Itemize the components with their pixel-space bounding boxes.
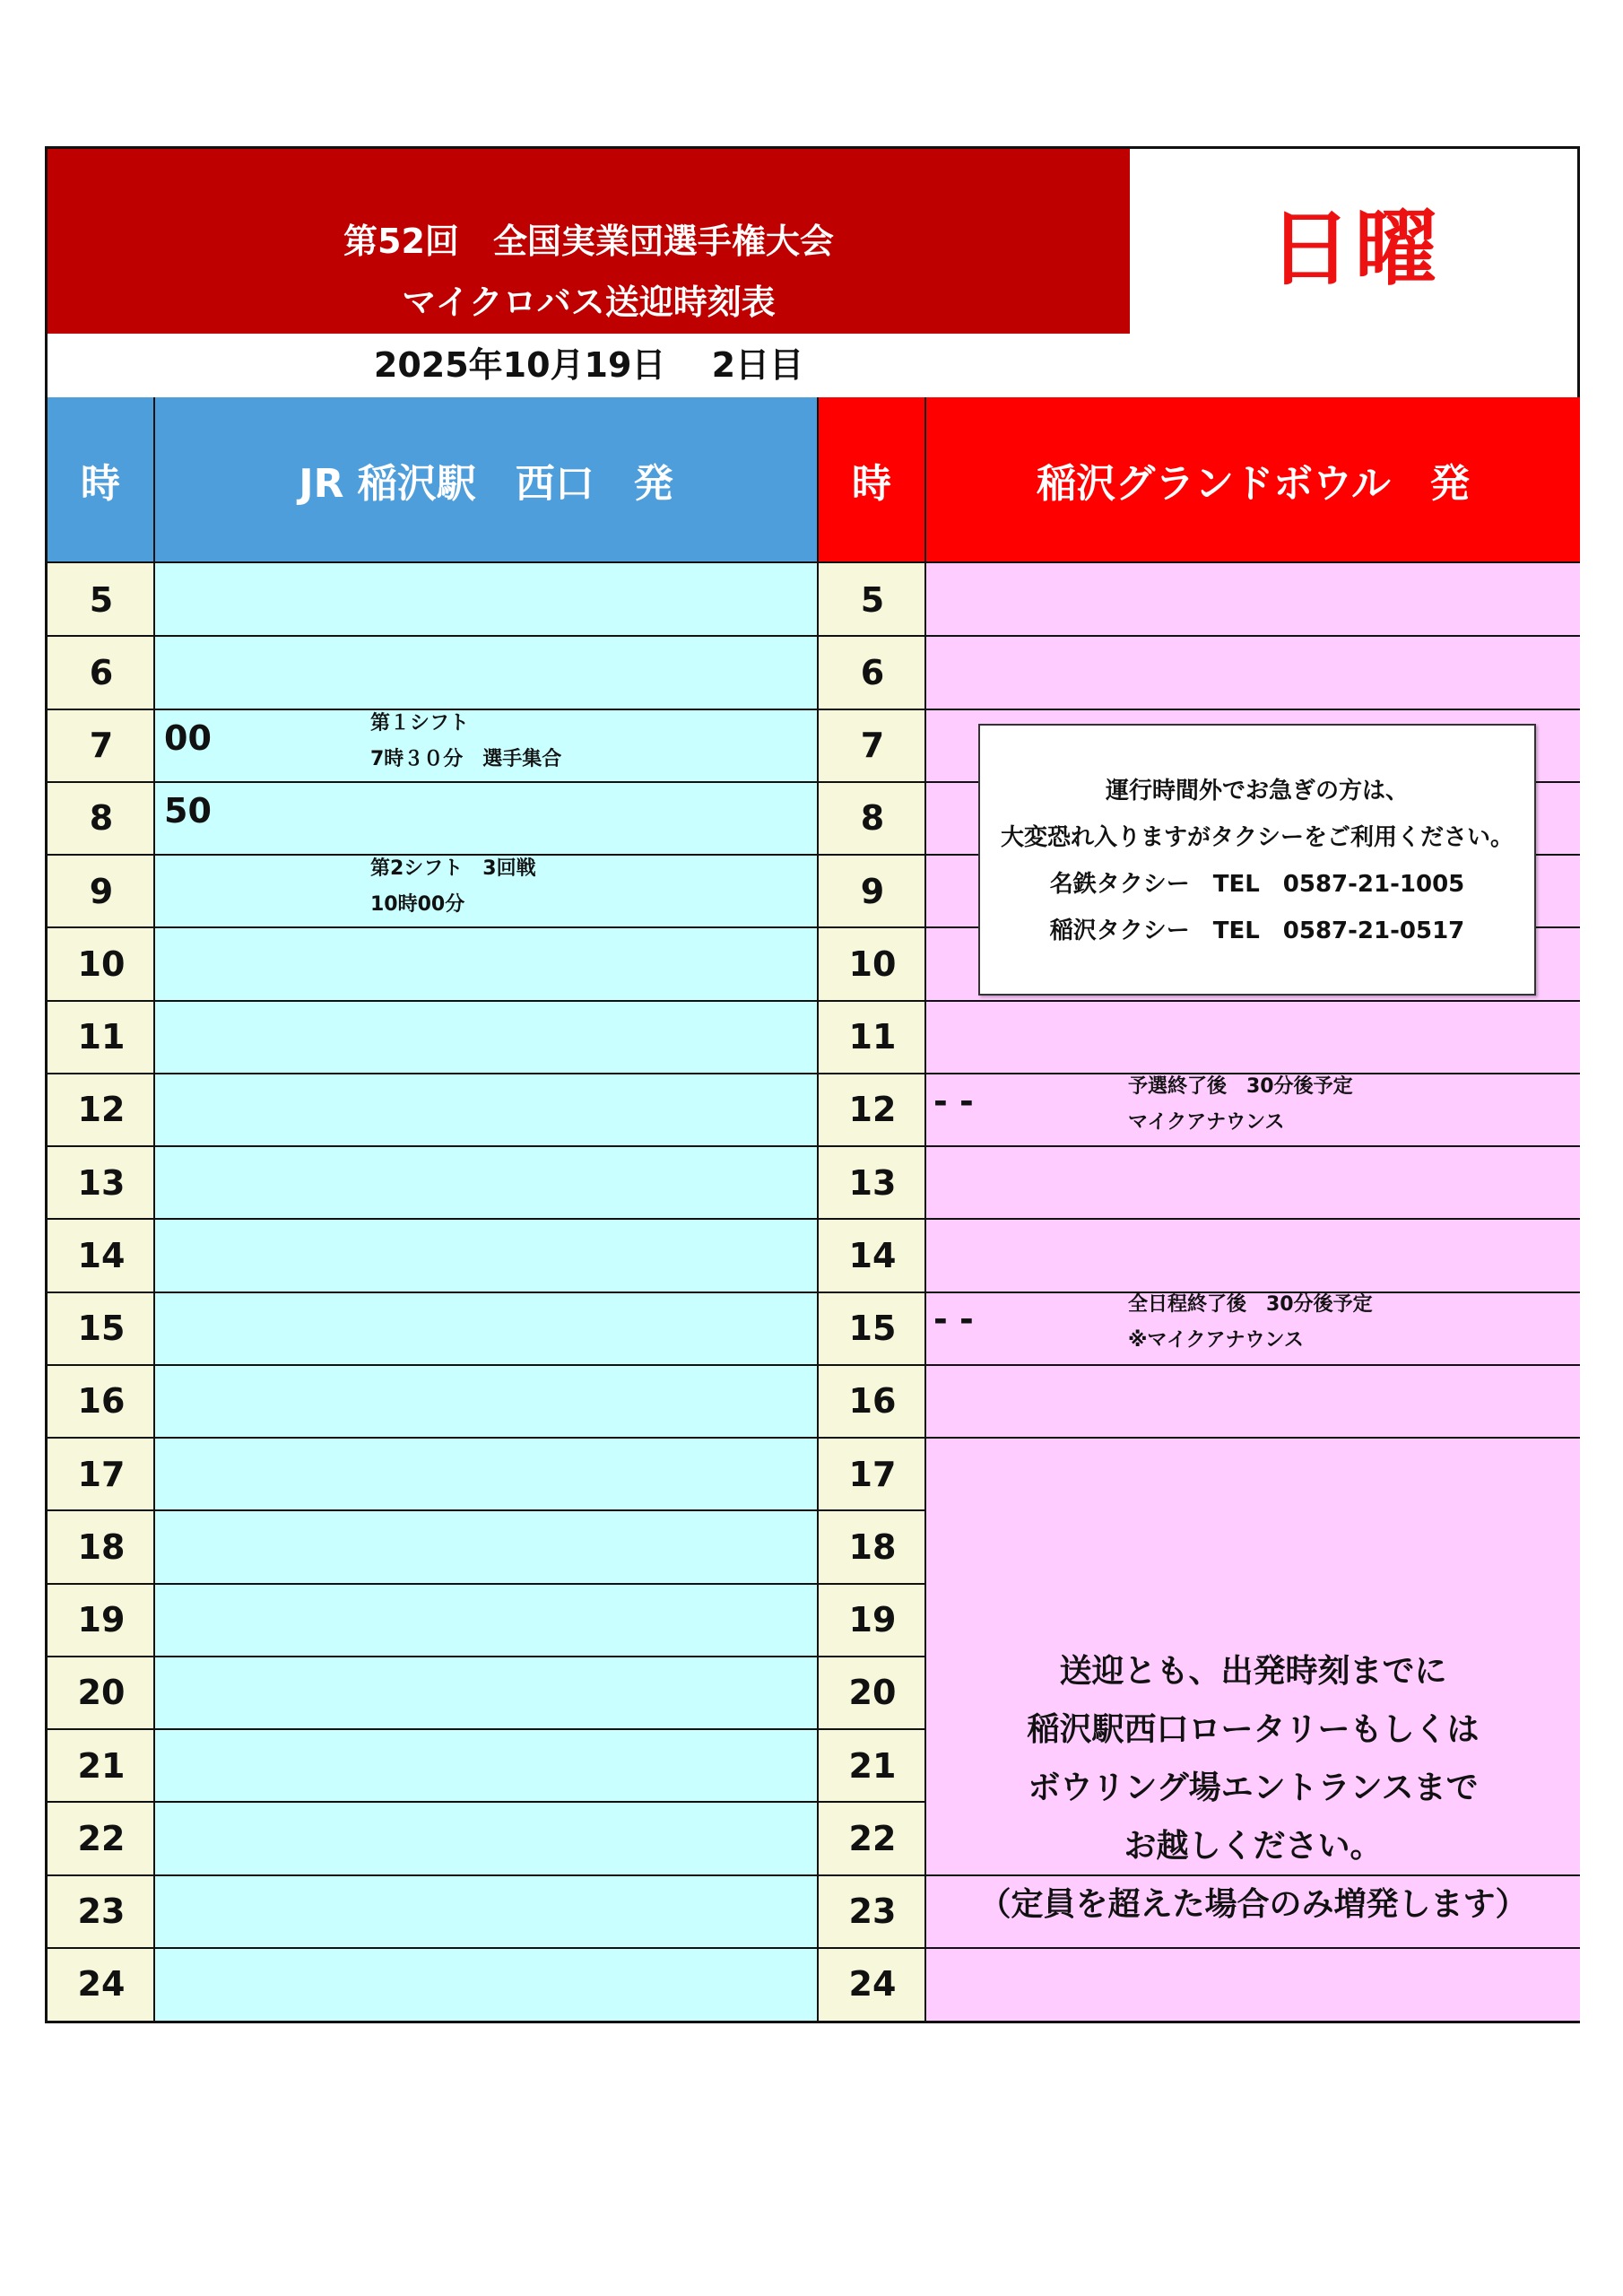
departure-time-8: 50 (164, 791, 212, 831)
hour-label-right-8: 8 (860, 798, 885, 839)
jr-station-header: JR 稲沢駅 西口 発 (155, 397, 819, 561)
hour-label-right-23: 23 (848, 1892, 897, 1931)
hour-label-left-24: 24 (77, 1964, 126, 2005)
taxi-contact-box (978, 724, 1536, 996)
row-divider (48, 1073, 926, 1074)
pickup-notice (926, 1642, 1580, 1934)
hour-label-left-14: 14 (77, 1235, 126, 1275)
hour-label-left-20: 20 (77, 1673, 126, 1713)
row-divider (48, 1292, 926, 1293)
bowling-time-12: - - (933, 1082, 974, 1121)
hour-label-right-6: 6 (860, 652, 885, 692)
row-divider (48, 1656, 926, 1657)
hour-label-right-24: 24 (848, 1964, 897, 2005)
hour12-note-line: マイクアナウンス (1128, 1111, 1285, 1134)
hour15-note (1128, 1287, 1373, 1359)
hour15-note-line: 全日程終了後 30分後予定 (1128, 1293, 1373, 1316)
hour-label-right-10: 10 (848, 944, 897, 984)
notice-line: 稲沢駅西口ロータリーもしくは (1027, 1711, 1480, 1748)
hour12-note-line: 予選終了後 30分後予定 (1128, 1075, 1353, 1098)
row-divider (48, 635, 926, 637)
hour-label-left-5: 5 (89, 579, 114, 620)
hour-label-left-18: 18 (77, 1526, 126, 1567)
notice-line: 送迎とも、出発時刻までに (1059, 1653, 1447, 1690)
row-divider (48, 1947, 926, 1949)
row-divider (48, 1874, 926, 1876)
shift1-note-line: 7時３０分 選手集合 (370, 748, 562, 770)
hour-label-right-9: 9 (860, 871, 885, 911)
row-divider (926, 1437, 1580, 1439)
hour-label-right-19: 19 (848, 1600, 897, 1639)
row-divider (48, 1801, 926, 1803)
hour-label-left-11: 11 (77, 1017, 126, 1057)
hour-label-right-18: 18 (848, 1526, 897, 1567)
notice-line: お越しください。 (1124, 1828, 1383, 1865)
hour-label-right-16: 16 (848, 1381, 897, 1422)
bowling-header: 稲沢グランドボウル 発 (926, 397, 1580, 561)
hour-label-right-12: 12 (848, 1090, 897, 1130)
hour-label-right-11: 11 (848, 1017, 897, 1057)
hour-label-left-6: 6 (89, 652, 114, 692)
right-hour-header: 時 (819, 397, 926, 561)
hour-label-left-9: 9 (89, 871, 114, 911)
row-divider (926, 1947, 1580, 1949)
bowling-time-15: - - (933, 1300, 974, 1339)
notice-line: （定員を超えた場合のみ増発します） (978, 1886, 1528, 1923)
event-title: 第52回 全国実業団選手権大会 (343, 222, 834, 261)
hour15-note-line: ※マイクアナウンス (1128, 1329, 1304, 1352)
shift1-note (370, 706, 561, 778)
title-banner (48, 149, 1130, 334)
timetable-frame (45, 146, 1580, 2023)
contact-line: 運行時間外でお急ぎの方は、 (1105, 778, 1409, 804)
hour-label-left-8: 8 (89, 798, 114, 839)
row-divider (926, 635, 1580, 637)
row-divider (48, 1364, 926, 1366)
row-divider (48, 1509, 926, 1511)
row-divider (926, 1218, 1580, 1220)
left-hour-header: 時 (48, 397, 155, 561)
hour-label-right-21: 21 (848, 1745, 897, 1786)
hour-label-right-5: 5 (860, 579, 885, 620)
meitetsu-taxi-phone: 名鉄タクシー TEL 0587-21-1005 (1049, 871, 1465, 898)
row-divider (48, 781, 926, 783)
row-divider (48, 1583, 926, 1585)
row-divider (926, 1364, 1580, 1366)
hour-label-left-21: 21 (77, 1745, 126, 1786)
hour-label-right-7: 7 (860, 726, 885, 765)
hour-label-left-17: 17 (77, 1454, 126, 1494)
date-line: 2025年10月19日 2日目 (373, 345, 804, 385)
hour-label-left-23: 23 (77, 1892, 126, 1931)
inazawa-taxi-phone: 稲沢タクシー TEL 0587-21-0517 (1049, 918, 1465, 944)
hour-label-right-15: 15 (848, 1309, 897, 1348)
row-divider (48, 1145, 926, 1147)
row-divider (48, 1728, 926, 1730)
notice-line: ボウリング場エントランスまで (1028, 1770, 1479, 1806)
row-divider (48, 1218, 926, 1220)
hour-label-left-10: 10 (77, 944, 126, 984)
hour-label-left-22: 22 (77, 1818, 126, 1858)
hour-label-right-20: 20 (848, 1673, 897, 1713)
hour12-note (1128, 1069, 1353, 1141)
row-divider (48, 1000, 926, 1002)
hour-label-right-13: 13 (848, 1162, 897, 1203)
hour-label-right-17: 17 (848, 1454, 897, 1494)
hour-label-left-15: 15 (77, 1309, 126, 1348)
row-divider (48, 926, 926, 928)
timetable-title: マイクロバス送迎時刻表 (402, 283, 776, 322)
shift2-note-line: 10時00分 (370, 893, 465, 916)
hour-label-right-22: 22 (848, 1818, 897, 1858)
hour-label-left-7: 7 (89, 726, 114, 765)
row-divider (926, 1145, 1580, 1147)
shift1-note-line: 第１シフト (370, 712, 470, 735)
departure-time-7: 00 (164, 718, 212, 758)
hour-label-left-12: 12 (77, 1090, 126, 1130)
day-of-week-label: 日曜 (1268, 201, 1441, 297)
contact-line: 大変恐れ入りますがタクシーをご利用ください。 (1000, 824, 1514, 851)
hour-label-left-16: 16 (77, 1381, 126, 1422)
row-divider (48, 1437, 926, 1439)
hour-label-left-13: 13 (77, 1162, 126, 1203)
hour-label-left-19: 19 (77, 1600, 126, 1639)
shift2-note (370, 851, 536, 923)
row-divider (926, 1000, 1580, 1002)
row-divider (926, 709, 1580, 710)
shift2-note-line: 第2シフト 3回戦 (370, 857, 536, 880)
hour-label-right-14: 14 (848, 1235, 897, 1275)
